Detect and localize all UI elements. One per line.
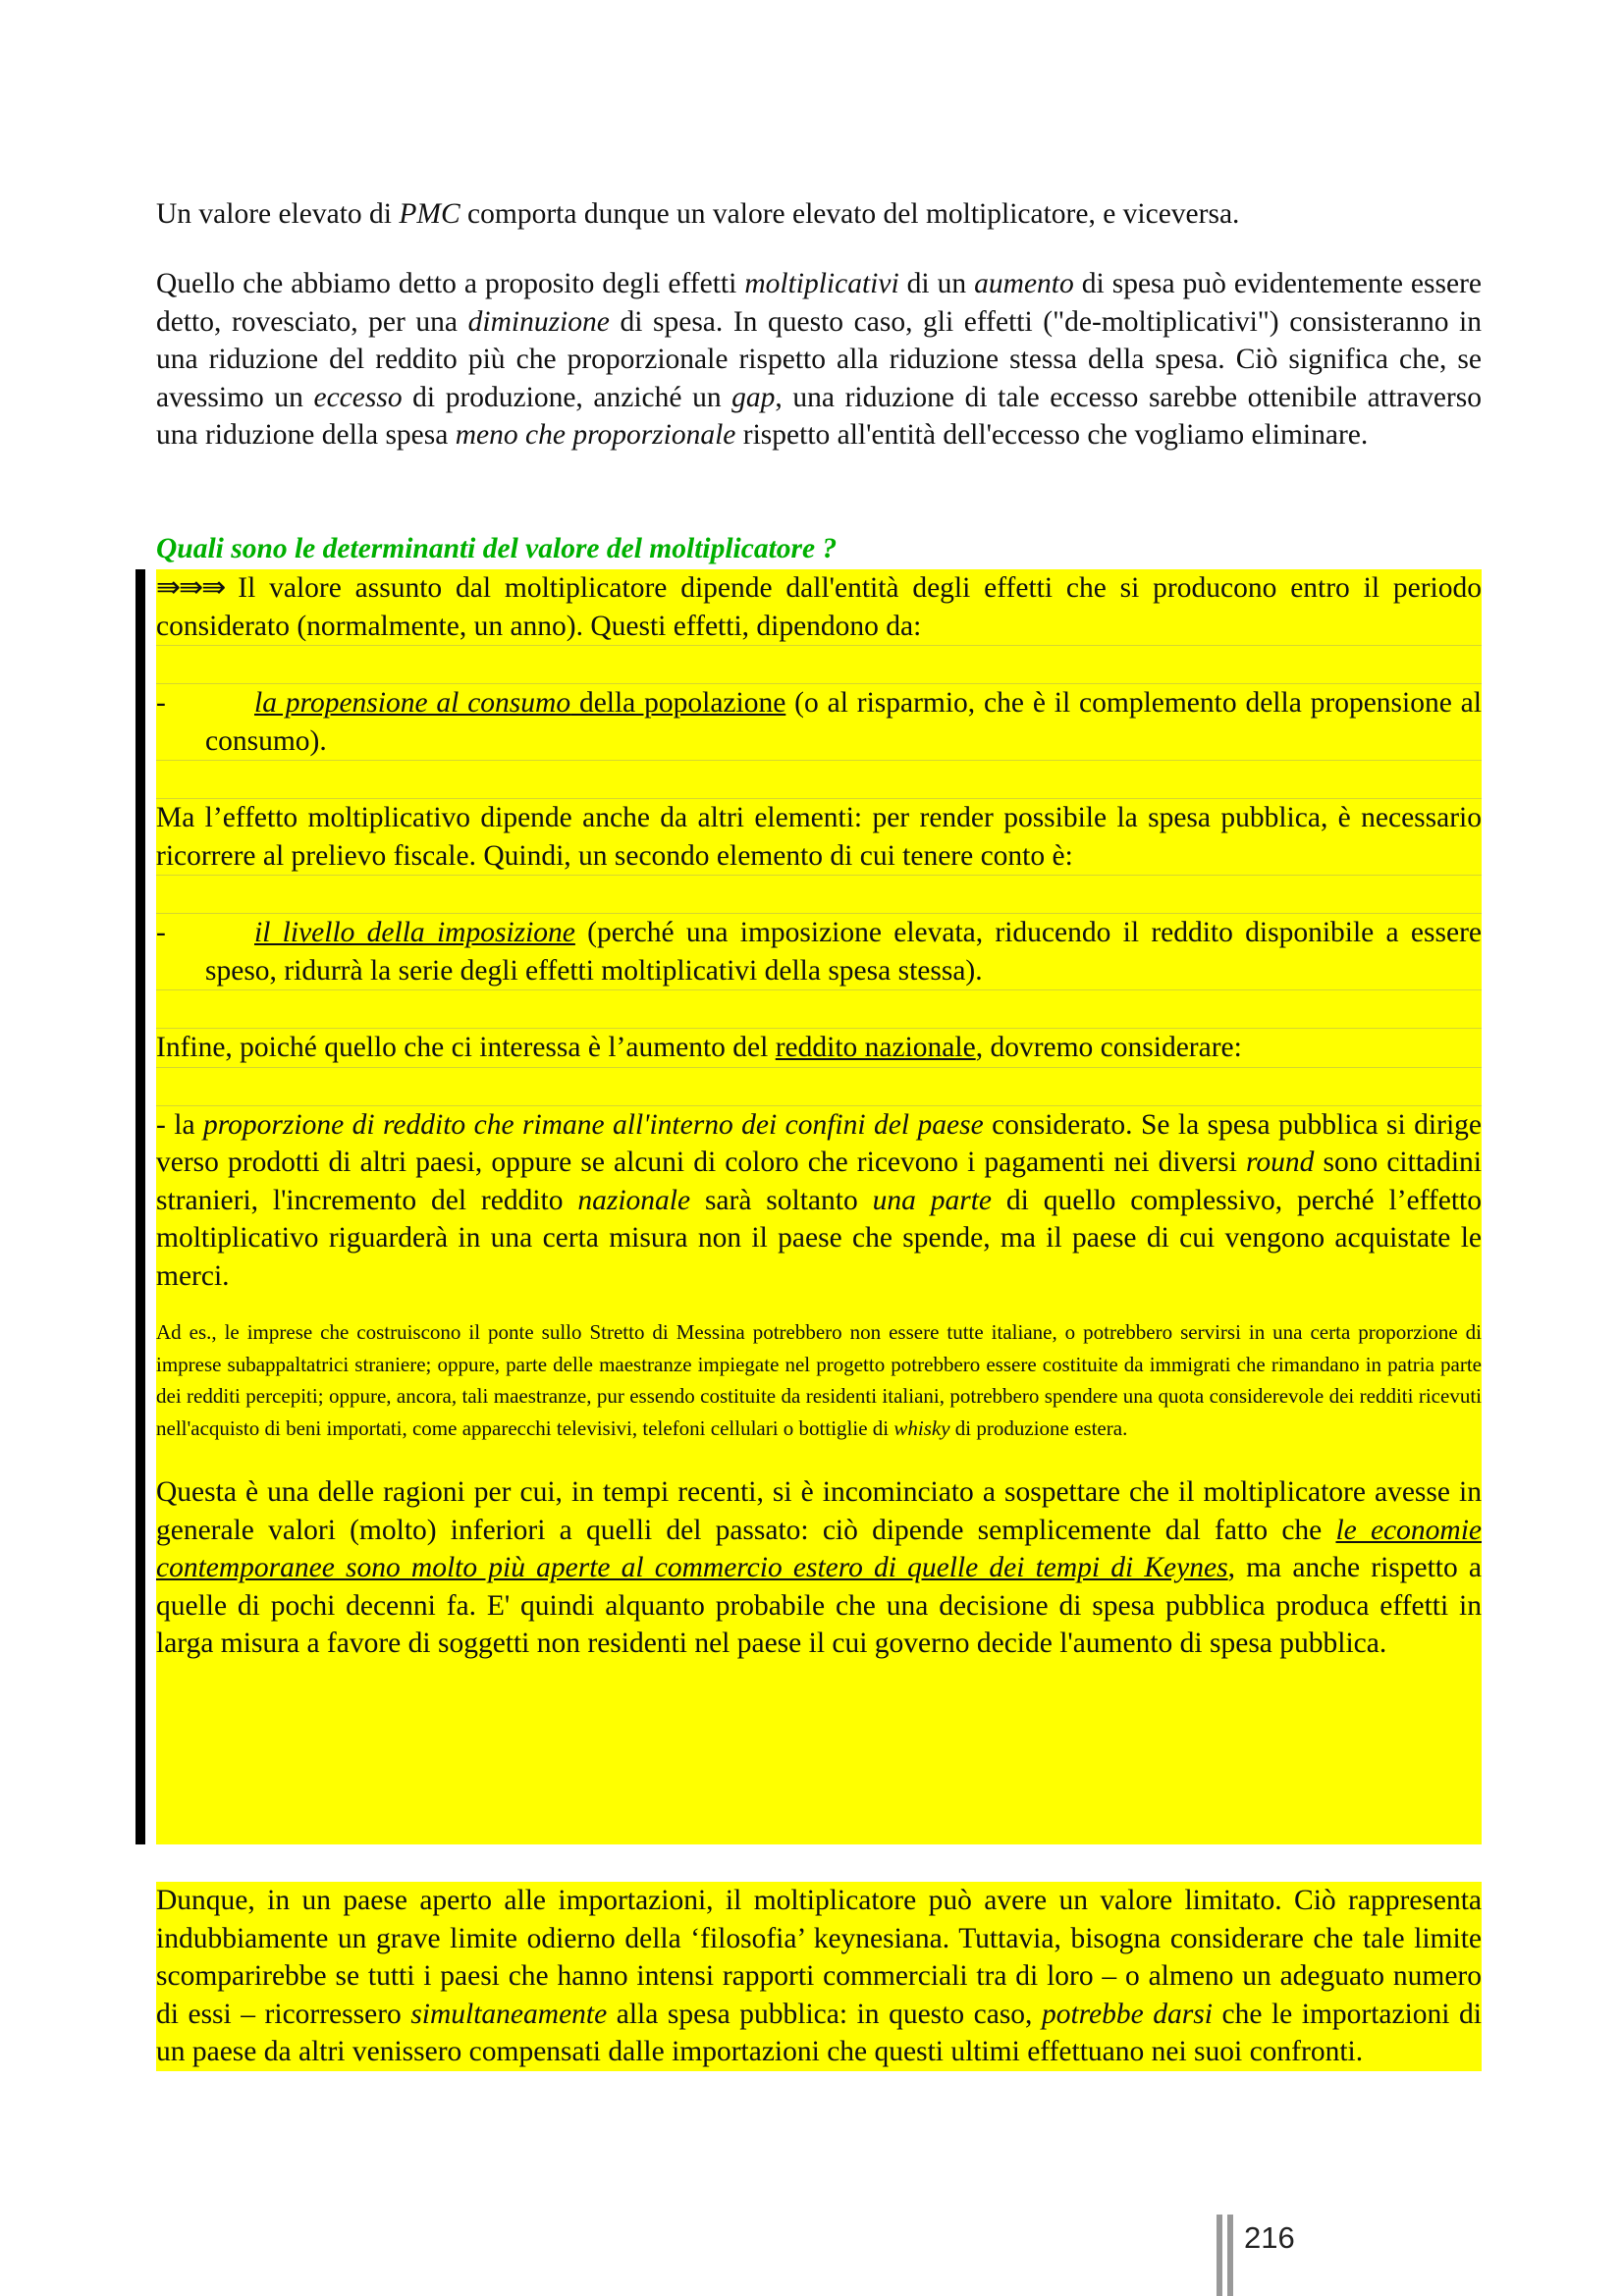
- text-run: , ma anche rispetto a quelle di pochi decenni fa. E' quindi alquanto probabile che una decisione di spesa pubblica produca effetti in larga misura a favore di soggetti non residenti nel paese il cui governo decide l'aumento di spesa pubblica.: [156, 1552, 1482, 1659]
- italic-term: round: [1245, 1147, 1315, 1178]
- spacer: [156, 1295, 1482, 1316]
- text-run: Questa è una delle ragioni per cui, in tempi recenti, si è incominciato a sospettare che il moltiplicatore avesse in generale valori (molto) inferiori a quelli del passato: ciò dipende semplicemente dal fatto che: [156, 1476, 1482, 1546]
- box-paragraph-5: [156, 1473, 1482, 1663]
- highlighted-box: [156, 569, 1482, 1844]
- list-dash: -: [156, 917, 166, 948]
- italic-term: moltiplicativi: [744, 268, 899, 299]
- text-run: sono cittadini stranieri, l'incremento del reddito: [156, 1147, 1482, 1216]
- underlined-term: reddito nazionale: [775, 1032, 976, 1063]
- text-run: di spesa può evidentemente essere detto, rovesciato, per una: [156, 268, 1482, 338]
- blank-line: [156, 990, 1482, 1029]
- text-run: che le importazioni di un paese da altri venissero compensati dalle importazioni che questi ultimi effettuano nei suoi confronti.: [156, 1998, 1482, 2067]
- italic-term: proporzione di reddito che rimane all'interno dei confini del paese: [203, 1108, 984, 1141]
- box-paragraph-2: Ma l’effetto moltiplicativo dipende anche da altri elementi: per render possibile la spesa pubblica, è necessario ricorrere al prelievo fiscale. Quindi, un secondo elemento di cui tenere conto è:: [156, 799, 1482, 876]
- text-run: Dunque, in un paese aperto alle importazioni, il moltiplicatore può avere un valore limitato. Ciò rappresenta indubbiamente un grave limite odierno della ‘filosofia’ keynesiana. Tuttavia, bisogna considerare che tale limite scomparirebbe se tutti i paesi che hanno intensi rapporti commerciali tra di loro – o almeno un adeguato numero di essi – ricorressero: [156, 1885, 1482, 2030]
- text-run: di produzione estera.: [949, 1415, 1128, 1440]
- italic-term: una parte: [872, 1184, 992, 1216]
- margin-marker-bar: [135, 569, 145, 1844]
- list-item-propensione: [156, 684, 1482, 761]
- text-run: di produzione, anziché un: [402, 381, 732, 413]
- page-number-rule: [1227, 2215, 1233, 2296]
- text-run: (o al risparmio, che è il complemento della propensione al consumo).: [205, 687, 1482, 757]
- italic-term: aumento: [974, 268, 1074, 299]
- italic-term: simultaneamente: [410, 1998, 608, 2030]
- page-number-rule: [1217, 2215, 1222, 2296]
- box-paragraph-1: [156, 569, 1482, 646]
- text-run: Un valore elevato di: [156, 198, 400, 230]
- box-paragraph-4: [156, 1106, 1482, 1296]
- text-run: Ad es., le imprese che costruiscono il ponte sullo Stretto di Messina potrebbero non essere tutte italiane, o potrebbero servirsi in una certa proporzione di imprese subappaltatrici straniere; oppure, parte delle maestranze impiegate nel progetto potrebbero essere costituite da immigrati che rimandano in patria parte dei redditi percepiti; oppure, ancora, tali maestranze, pur essendo costituite da residenti italiani, potrebbero spendere una quota considerevole dei redditi ricevuti nell'acquisto di beni importati, come apparecchi televisivi, telefoni cellulari o bottiglie di: [156, 1320, 1482, 1440]
- list-dash: -: [156, 687, 166, 719]
- spacer: [156, 1444, 1482, 1473]
- text-run: , dovremo considerare:: [975, 1032, 1242, 1063]
- text-run: - la: [156, 1108, 204, 1141]
- italic-term: meno che proporzionale: [455, 419, 736, 451]
- underlined-term: il livello della imposizione: [254, 917, 575, 948]
- text-run: considerato. Se la spesa pubblica si dirige verso prodotti di altri paesi, oppure se alcuni di coloro che ricevono i pagamenti nei diversi: [156, 1108, 1482, 1178]
- text-run: , una riduzione di tale eccesso sarebbe ottenibile attraverso una riduzione della spesa: [156, 381, 1482, 451]
- blank-line: [156, 761, 1482, 799]
- underlined-term: della popolazione: [570, 687, 786, 719]
- text-run: di quello complessivo, perché l’effetto moltiplicativo riguarderà in una certa misura non il paese che spende, ma il paese di cui vengono acquistate le merci.: [156, 1184, 1482, 1292]
- pmc-term: PMC: [399, 198, 460, 230]
- box-paragraph-3: [156, 1029, 1482, 1068]
- text-run: comporta dunque un valore elevato del moltiplicatore, e viceversa.: [460, 198, 1240, 230]
- italic-term: nazionale: [577, 1184, 691, 1216]
- text-run: Il valore assunto dal moltiplicatore dipende dall'entità degli effetti che si producono entro il periodo considerato (normalmente, un anno). Questi effetti, dipendono da:: [156, 572, 1482, 642]
- text-run: (perché una imposizione elevata, riducendo il reddito disponibile a essere speso, ridurrà la serie degli effetti moltiplicativi della spesa stessa).: [205, 917, 1482, 987]
- italic-term: potrebbe darsi: [1041, 1998, 1213, 2030]
- triple-arrow-icon: ⇛⇛⇛: [156, 570, 225, 605]
- text-run: alla spesa pubblica: in questo caso,: [607, 1998, 1042, 2030]
- italic-term: gap: [731, 381, 776, 413]
- final-paragraph: [156, 1882, 1482, 2071]
- text-run: di un: [898, 268, 975, 299]
- blank-line: [156, 1068, 1482, 1106]
- italic-term: eccesso: [313, 381, 403, 413]
- italic-term: diminuzione: [467, 305, 610, 338]
- page-number: 216: [1244, 2220, 1295, 2255]
- list-item-imposizione: [156, 914, 1482, 990]
- blank-line: [156, 876, 1482, 914]
- blank-line: [156, 646, 1482, 684]
- intro-paragraph-1: [156, 195, 1482, 234]
- text-run: Infine, poiché quello che ci interessa è l’aumento del: [156, 1032, 776, 1063]
- underlined-term: la propensione al consumo: [254, 687, 571, 719]
- text-run: di spesa. In questo caso, gli effetti ("de-moltiplicativi") consisteranno in una riduzione del reddito più che proporzionale rispetto alla riduzione stessa della spesa. Ciò significa che, se avessimo un: [156, 305, 1482, 413]
- text-run: Quello che abbiamo detto a proposito degli effetti: [156, 268, 745, 299]
- intro-paragraph-2: [156, 265, 1482, 454]
- section-heading: Quali sono le determinanti del valore del moltiplicatore ?: [156, 533, 838, 564]
- example-note: [156, 1316, 1482, 1444]
- underlined-term: le economie contemporanee sono molto più aperte al commercio estero di quelle dei tempi di Keynes: [156, 1514, 1482, 1583]
- text-run: sarà soltanto: [690, 1184, 873, 1216]
- text-run: rispetto all'entità dell'eccesso che vogliamo eliminare.: [735, 419, 1369, 451]
- italic-term: whisky: [893, 1415, 950, 1440]
